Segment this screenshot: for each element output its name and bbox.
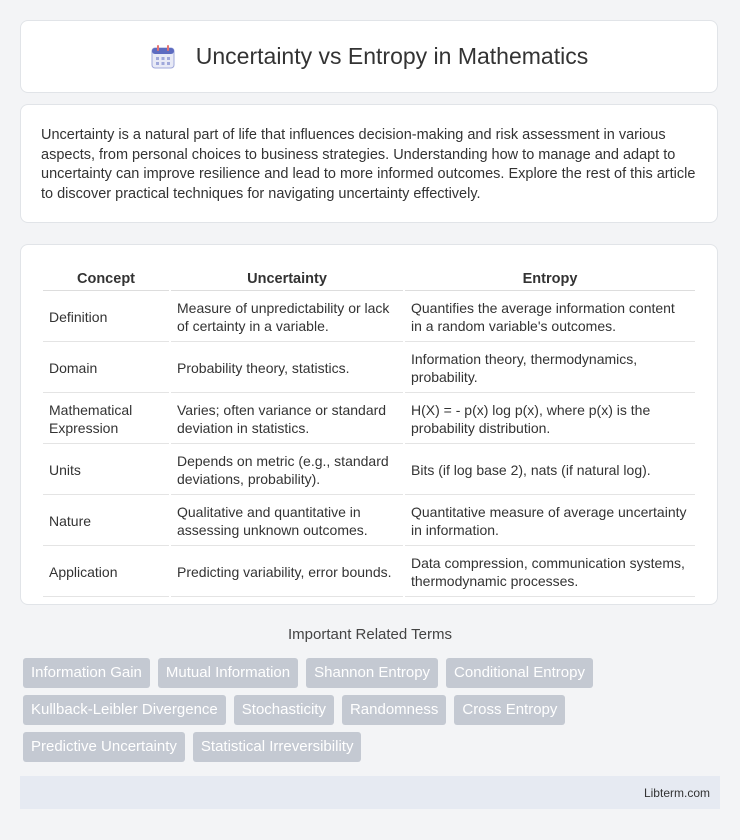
table-cell: Quantifies the average information content in a random variable's outcomes.: [405, 293, 695, 342]
tag-statistical-irreversibility[interactable]: Statistical Irreversibility: [193, 732, 362, 762]
intro-text: Uncertainty is a natural part of life that influences decision-making and risk assessment in various aspects, from personal choices to business strategies. Understanding how to manage and adapt to uncertainty can improve resilience and lead to more informed outcomes. Explore the rest of this article to discover practical techniques for navigating uncertainty effectively.: [41, 127, 696, 202]
table-cell: Depends on metric (e.g., standard deviations, probability).: [171, 446, 403, 495]
comparison-table: [41, 267, 697, 599]
footer-link[interactable]: Libterm.com: [643, 785, 710, 800]
header-card: [20, 20, 718, 93]
table-header-row: [43, 269, 695, 291]
related-terms-list: [23, 658, 723, 762]
table-cell: Application: [43, 548, 169, 597]
table-cell: Information theory, thermodynamics, probability.: [405, 344, 695, 393]
table-cell: Predicting variability, error bounds.: [171, 548, 403, 597]
tag-information-gain[interactable]: Information Gain: [23, 658, 150, 688]
tag-conditional-entropy[interactable]: Conditional Entropy: [446, 658, 593, 688]
table-row: [43, 344, 695, 393]
table-cell: Definition: [43, 293, 169, 342]
tag-mutual-information[interactable]: Mutual Information: [158, 658, 298, 688]
table-row: [43, 548, 695, 597]
table-row: [43, 446, 695, 495]
tag-shannon-entropy[interactable]: Shannon Entropy: [306, 658, 438, 688]
table-cell: Varies; often variance or standard deviation in statistics.: [171, 395, 403, 444]
table-cell: Quantitative measure of average uncertainty in information.: [405, 497, 695, 546]
table-cell: Bits (if log base 2), nats (if natural log).: [405, 446, 695, 495]
tag-stochasticity[interactable]: Stochasticity: [234, 695, 334, 725]
table-cell: Domain: [43, 344, 169, 393]
header-uncertainty: Uncertainty: [171, 269, 403, 291]
table-cell: Mathematical Expression: [43, 395, 169, 444]
table-cell: Probability theory, statistics.: [171, 344, 403, 393]
tag-cross-entropy[interactable]: Cross Entropy: [454, 695, 565, 725]
comparison-table-card: [20, 244, 718, 605]
tag-predictive-uncertainty[interactable]: Predictive Uncertainty: [23, 732, 185, 762]
table-cell: Nature: [43, 497, 169, 546]
intro-card: [20, 104, 718, 223]
table-cell: Measure of unpredictability or lack of certainty in a variable.: [171, 293, 403, 342]
footer: [20, 776, 720, 809]
table-row: [43, 293, 695, 342]
calendar-icon: [150, 44, 176, 70]
tag-randomness[interactable]: Randomness: [342, 695, 446, 725]
header-concept: Concept: [43, 269, 169, 291]
table-cell: Qualitative and quantitative in assessing unknown outcomes.: [171, 497, 403, 546]
table-cell: Data compression, communication systems, thermodynamic processes.: [405, 548, 695, 597]
tag-kullback-leibler-divergence[interactable]: Kullback-Leibler Divergence: [23, 695, 226, 725]
table-row: [43, 497, 695, 546]
table-cell: H(X) = - p(x) log p(x), where p(x) is the probability distribution.: [405, 395, 695, 444]
table-cell: Units: [43, 446, 169, 495]
page-title: Uncertainty vs Entropy in Mathematics: [195, 43, 589, 69]
header-entropy: Entropy: [405, 269, 695, 291]
related-terms-title: Important Related Terms: [288, 626, 452, 643]
table-row: [43, 395, 695, 444]
